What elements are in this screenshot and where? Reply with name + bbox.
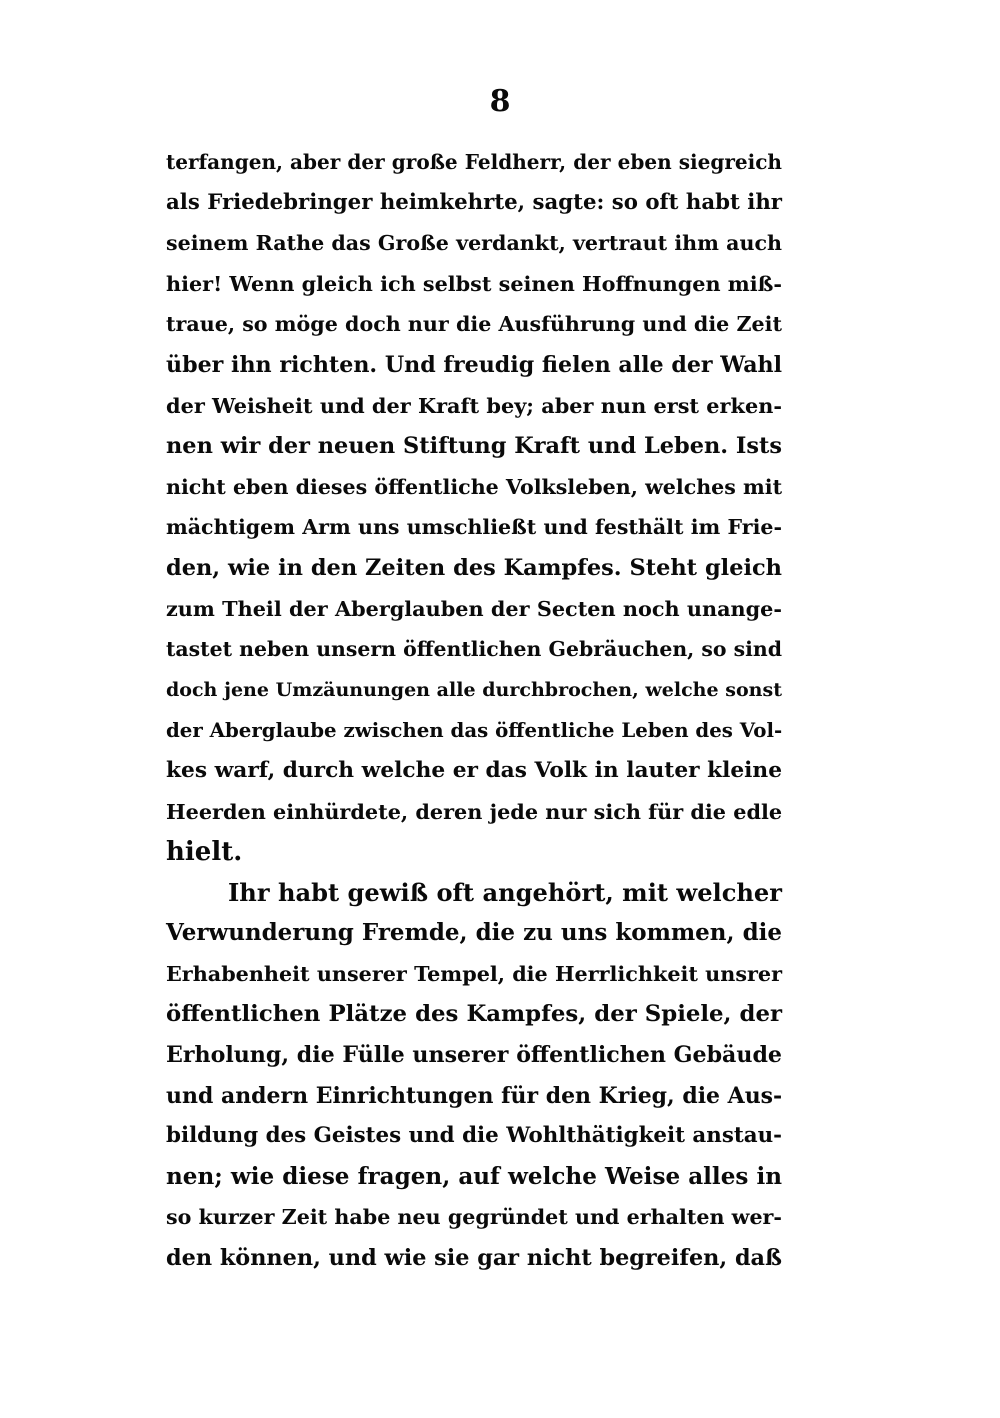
text-line: hielt. xyxy=(166,837,243,868)
text-line: hier! Wenn gleich ich selbst seinen Hoffnungen miß- xyxy=(166,271,782,296)
text-line: der Aberglaube zwischen das öffentliche Leben des Vol- xyxy=(166,718,783,743)
text-line: Erhabenheit unserer Tempel, die Herrlichkeit unsrer xyxy=(166,961,782,986)
text-line: mächtigem Arm uns umschließt und festhält im Frie- xyxy=(166,515,782,540)
text-line: den können, und wie sie gar nicht begreifen, daß xyxy=(166,1245,782,1272)
text-line: nicht eben dieses öffentliche Volksleben, welches mit xyxy=(166,474,783,499)
page-number: 8 xyxy=(489,84,511,119)
paragraph-2 xyxy=(166,873,782,1279)
text-line: der Weisheit und der Kraft bey; aber nun erst erken- xyxy=(166,392,782,418)
text-line: nen wir der neuen Stiftung Kraft und Leben. Ists xyxy=(166,433,782,460)
text-line: nen; wie diese fragen, auf welche Weise alles in xyxy=(166,1162,782,1190)
text-line: Erholung, die Fülle unserer öffentlichen Gebäude xyxy=(166,1042,782,1069)
paragraph-1 xyxy=(166,142,782,873)
text-line: so kurzer Zeit habe neu gegründet und erhalten wer- xyxy=(166,1205,782,1230)
body-text xyxy=(166,142,782,1279)
text-line: über ihn richten. Und freudig fielen alle der Wahl xyxy=(166,351,783,378)
text-line: traue, so möge doch nur die Ausführung und die Zeit xyxy=(166,312,782,337)
text-line: doch jene Umzäunungen alle durchbrochen, welche sonst xyxy=(166,678,782,701)
text-line: als Friedebringer heimkehrte, sagte: so oft habt ihr xyxy=(166,189,782,215)
text-line: kes warf, durch welche er das Volk in lauter kleine xyxy=(166,757,782,783)
text-line: seinem Rathe das Große verdankt, vertraut ihm auch xyxy=(166,231,782,256)
text-line: und andern Einrichtungen für den Krieg, die Aus- xyxy=(166,1082,783,1109)
text-line: zum Theil der Aberglauben der Secten noch unange- xyxy=(166,595,782,621)
text-line: Ihr habt gewiß oft angehört, mit welcher xyxy=(228,877,782,907)
text-line: Verwunderung Fremde, die zu uns kommen, die xyxy=(166,919,782,947)
text-line: öffentlichen Plätze des Kampfes, der Spiele, der xyxy=(166,1001,782,1028)
text-line: bildung des Geistes und die Wohlthätigkeit anstau- xyxy=(166,1123,782,1149)
text-line: Heerden einhürdete, deren jede nur sich für die edle xyxy=(166,798,783,824)
text-line: terfangen, aber der große Feldherr, der eben siegreich xyxy=(166,150,782,174)
text-line: den, wie in den Zeiten des Kampfes. Steht gleich xyxy=(166,554,782,581)
text-line: tastet neben unsern öffentlichen Gebräuchen, so sind xyxy=(166,637,783,662)
